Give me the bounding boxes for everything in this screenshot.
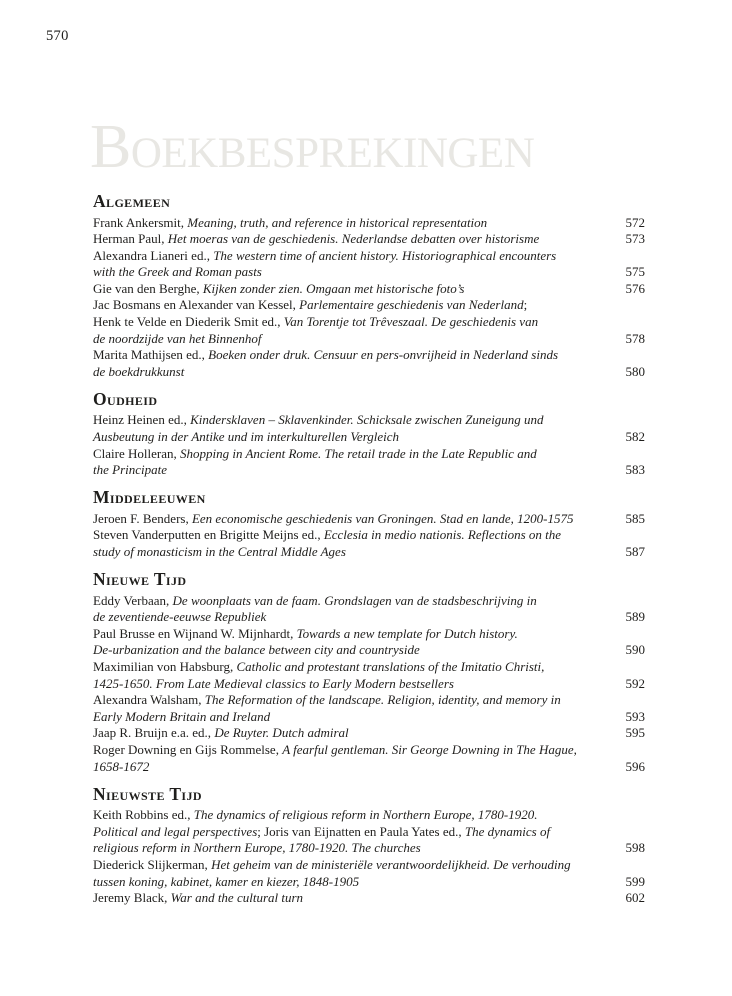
line-text <box>93 297 527 314</box>
toc-line <box>93 331 645 348</box>
title-segment: Kijken zonder zien. Omgaan met historische foto’s <box>202 280 465 296</box>
page-folio: 570 <box>46 28 69 44</box>
title-segment: study of monasticism in the Central Middle Ages <box>93 544 346 559</box>
section-heading: Nieuwe Tijd <box>93 569 187 590</box>
author-segment: Maximilian von Habsburg, <box>93 658 237 674</box>
author-segment: Keith Robbins ed., <box>93 807 194 823</box>
line-text <box>93 642 420 659</box>
page-number: 580 <box>625 363 645 379</box>
author-segment: Marita Mathijsen ed., <box>93 347 209 363</box>
title-segment: the Principate <box>93 462 168 478</box>
title-segment: Meaning, truth, and reference in historical representation <box>187 214 488 230</box>
toc-line <box>93 347 645 364</box>
author-segment: Roger Downing en Gijs Rommelse, <box>93 741 283 757</box>
page-number: 593 <box>625 708 645 724</box>
title-segment: 1425-1650. From Late Medieval classics to Early Modern bestsellers <box>93 675 454 691</box>
section-heading: Oudheid <box>93 388 158 409</box>
section-heading: Nieuwste Tijd <box>93 783 202 804</box>
page-number: 587 <box>625 544 645 559</box>
title-segment: Het moeras van de geschiedenis. Nederlandse debatten over historisme <box>167 231 540 247</box>
line-text <box>93 215 487 232</box>
title-segment: Ecclesia in medio nationis. Reflections on the <box>323 527 562 543</box>
title-segment: de boekdrukkunst <box>93 363 185 379</box>
line-text <box>93 725 349 742</box>
title-segment: The western time of ancient history. Historiographical encounters <box>213 247 557 263</box>
title-segment: The dynamics of religious reform in Northern Europe, 1780-1920. <box>193 807 538 823</box>
title-segment: Een economische geschiedenis van Groningen. Stad en lande, 1200-1575 <box>191 510 574 526</box>
author-segment: Paul Brusse en Wijnand W. Mijnhardt, <box>93 625 297 641</box>
section-heading: Algemeen <box>93 191 171 211</box>
line-text <box>93 824 550 841</box>
author-segment: Jaap R. Bruijn e.a. ed., <box>93 725 215 741</box>
toc-line <box>93 709 645 726</box>
line-text <box>93 248 556 265</box>
line-text <box>93 593 537 610</box>
line-text <box>93 429 399 446</box>
author-segment: Jeroen F. Benders, <box>93 510 192 526</box>
toc-line <box>93 527 645 544</box>
toc-line <box>93 807 645 824</box>
title-segment: religious reform in Northern Europe, 1780-1920. The churches <box>93 840 421 856</box>
line-text <box>93 264 262 281</box>
line-text <box>93 281 464 298</box>
toc-line <box>93 264 645 281</box>
page-number: 596 <box>625 758 645 774</box>
title-segment: de noordzijde van het Binnenhof <box>93 330 262 346</box>
toc-line <box>93 642 645 659</box>
line-text <box>93 659 544 676</box>
title-segment: De-urbanization and the balance between city and countryside <box>93 642 420 658</box>
toc-line <box>93 626 645 643</box>
page-number: 575 <box>625 264 645 280</box>
page-number: 572 <box>625 214 645 230</box>
page-number: 578 <box>625 330 645 346</box>
toc-line <box>93 692 645 709</box>
title-segment: tussen koning, kabinet, kamer en kiezer, 1848-1905 <box>93 873 360 889</box>
author-segment: Herman Paul, <box>93 231 168 247</box>
title-segment: Parlementaire geschiedenis van Nederland <box>299 297 524 313</box>
author-segment: Frank Ankersmit, <box>93 214 188 230</box>
toc-line <box>93 824 645 841</box>
toc-section <box>93 783 645 907</box>
toc-line <box>93 840 645 857</box>
title-segment: Catholic and protestant translations of the Imitatio Christi, <box>236 658 545 674</box>
page-number: 582 <box>625 429 645 445</box>
line-text <box>93 609 266 626</box>
toc-line <box>93 676 645 693</box>
line-text <box>93 890 303 907</box>
title-segment: Shopping in Ancient Rome. The retail trade in the Late Republic and <box>180 445 537 461</box>
author-segment: Jeremy Black, <box>93 890 171 906</box>
toc-section <box>93 388 645 479</box>
toc-line <box>93 364 645 381</box>
page-number: 598 <box>625 840 645 856</box>
line-text <box>93 709 270 726</box>
toc-line <box>93 429 645 446</box>
title-segment: 1658-1672 <box>93 758 150 774</box>
page-number: 592 <box>625 675 645 691</box>
line-text <box>93 857 571 874</box>
title-segment: De woonplaats van de faam. Grondslagen van de stadsbeschrijving in <box>172 592 537 608</box>
page-number: 595 <box>625 725 645 741</box>
author-segment: ; Joris van Eijnatten en Paula Yates ed., <box>257 823 465 839</box>
toc-line <box>93 511 645 528</box>
author-segment: Alexandra Walsham, <box>93 692 205 708</box>
line-text <box>93 759 149 776</box>
toc-section <box>93 193 645 380</box>
line-text <box>93 692 561 709</box>
page-number: 573 <box>625 231 645 247</box>
title-segment: Het geheim van de ministeriële verantwoordelijkheid. De verhouding <box>211 856 571 872</box>
title-segment: with the Greek and Roman pasts <box>93 264 262 280</box>
title-segment: A fearful gentleman. Sir George Downing in The Hague, <box>282 741 577 757</box>
toc-line <box>93 231 645 248</box>
page-number: 589 <box>625 609 645 625</box>
line-text <box>93 544 346 561</box>
toc-section <box>93 489 645 560</box>
title-segment: Kindersklaven – Sklavenkinder. Schicksale zwischen Zuneigung und <box>190 412 544 428</box>
title-segment: de zeventiende-eeuwse Republiek <box>93 609 267 625</box>
author-segment: Steven Vanderputten en Brigitte Meijns ed., <box>93 527 324 543</box>
toc-line <box>93 281 645 298</box>
section-heading: Middeleeuwen <box>93 487 206 508</box>
line-text <box>93 331 262 348</box>
page-number: 599 <box>625 873 645 889</box>
title-segment: War and the cultural turn <box>170 890 304 906</box>
line-text <box>93 446 537 463</box>
toc-line <box>93 446 645 463</box>
author-segment: Gie van den Berghe, <box>93 280 203 296</box>
toc-line <box>93 544 645 561</box>
author-segment: Jac Bosmans en Alexander van Kessel, <box>93 297 300 313</box>
line-text <box>93 412 544 429</box>
page-number: 602 <box>625 890 645 906</box>
toc-line <box>93 659 645 676</box>
author-segment: Eddy Verbaan, <box>93 592 173 608</box>
toc-line <box>93 215 645 232</box>
line-text <box>93 676 454 693</box>
line-text <box>93 364 184 381</box>
title-segment: Towards a new template for Dutch history. <box>296 625 518 641</box>
line-text <box>93 347 558 364</box>
author-segment: Diederick Slijkerman, <box>93 856 212 872</box>
title-segment: The Reformation of the landscape. Religion, identity, and memory in <box>204 692 561 708</box>
title-segment: Early Modern Britain and Ireland <box>93 708 271 724</box>
page-number: 576 <box>625 280 645 296</box>
toc-line <box>93 874 645 891</box>
title-segment: Van Torentje tot Trêveszaal. De geschiedenis van <box>283 314 539 330</box>
toc-line <box>93 314 645 331</box>
page-number: 585 <box>625 510 645 526</box>
author-segment: Claire Holleran, <box>93 445 180 461</box>
title-segment: Ausbeutung in der Antike und im interkulturellen Vergleich <box>93 429 400 445</box>
author-segment: Alexandra Lianeri ed., <box>93 247 214 263</box>
toc-line <box>93 857 645 874</box>
toc-line <box>93 742 645 759</box>
line-text <box>93 231 539 248</box>
toc <box>93 193 645 907</box>
title-segment: Boeken onder druk. Censuur en pers-onvrijheid in Nederland sinds <box>208 347 559 363</box>
line-text <box>93 511 573 528</box>
author-segment: Heinz Heinen ed., <box>93 412 191 428</box>
toc-section <box>93 571 645 775</box>
toc-line <box>93 725 645 742</box>
line-text <box>93 807 538 824</box>
toc-line <box>93 890 645 907</box>
line-text <box>93 626 518 643</box>
toc-line <box>93 759 645 776</box>
toc-line <box>93 297 645 314</box>
page-number: 583 <box>625 462 645 478</box>
page-title: Boekbesprekingen <box>90 112 535 181</box>
page-number: 590 <box>625 642 645 658</box>
line-text <box>93 462 167 479</box>
line-text <box>93 314 538 331</box>
toc-line <box>93 248 645 265</box>
toc-line <box>93 412 645 429</box>
toc-line <box>93 609 645 626</box>
toc-line <box>93 593 645 610</box>
author-segment: ; <box>523 297 528 313</box>
title-segment: Political and legal perspectives <box>93 823 258 839</box>
line-text <box>93 742 577 759</box>
line-text <box>93 527 561 544</box>
title-segment: De Ruyter. Dutch admiral <box>214 725 349 741</box>
author-segment: Henk te Velde en Diederik Smit ed., <box>93 314 284 330</box>
line-text <box>93 874 359 891</box>
toc-line <box>93 462 645 479</box>
line-text <box>93 840 421 857</box>
title-segment: The dynamics of <box>464 823 551 839</box>
